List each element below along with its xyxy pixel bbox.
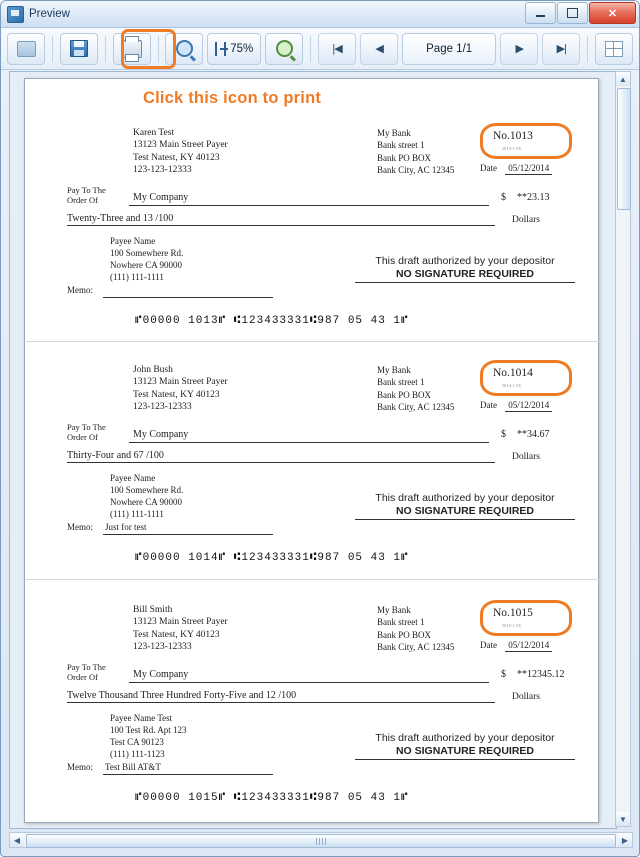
payee-name: Payee Name (110, 236, 156, 246)
pay-to-name: My Company (133, 669, 189, 680)
auth-line-2: NO SIGNATURE REQUIRED (395, 505, 535, 517)
next-page-icon: ▶ (515, 43, 523, 55)
toolbar-separator (158, 36, 159, 62)
amount-words: Thirty-Four and 67 /100 (67, 450, 164, 461)
horizontal-scrollbar[interactable] (9, 832, 633, 848)
payer-address (133, 127, 228, 176)
date-label: Date (480, 400, 497, 410)
signature-rule (355, 282, 575, 283)
memo-rule (103, 534, 273, 535)
payer-address (133, 604, 228, 653)
payer-address (133, 364, 228, 413)
open-button[interactable] (7, 33, 45, 65)
pay-to-label-2: Order Of (67, 195, 98, 205)
payee-address (110, 472, 183, 520)
amount-words: Twelve Thousand Three Hundred Forty-Five and 12 /100 (67, 690, 297, 701)
memo-value: Just for test (105, 522, 147, 532)
auth-line-1: This draft authorized by your depositor (375, 492, 555, 504)
pay-to-label (67, 185, 127, 205)
first-page-icon: |◀ (332, 43, 342, 55)
pay-to-name: My Company (133, 429, 189, 440)
pay-to-rule (129, 682, 489, 683)
payer-city: Test Natest, KY 40123 (133, 389, 220, 400)
signature-rule (355, 519, 575, 520)
toolbar-separator (105, 36, 106, 62)
first-page-button[interactable] (318, 33, 356, 65)
date-line (480, 163, 552, 173)
toolbar-separator (587, 36, 588, 62)
payee-name: Payee Name (110, 473, 156, 483)
page-layout-button[interactable] (595, 33, 633, 65)
close-button[interactable]: ✕ (589, 2, 636, 24)
check-number-highlight (480, 600, 572, 636)
amount-value: **12345.12 (517, 669, 565, 680)
window-title: Preview (29, 8, 70, 20)
check-number-highlight (480, 123, 572, 159)
preview-viewport[interactable] (9, 71, 617, 829)
save-disk-icon (70, 40, 88, 57)
pay-to-line (67, 185, 567, 207)
date-value: 05/12/2014 (505, 640, 552, 652)
horizontal-scroll-thumb[interactable] (26, 834, 616, 848)
payer-street: 13123 Main Street Payer (133, 377, 228, 388)
memo-label: Memo: (67, 762, 93, 772)
bank-name: My Bank (377, 365, 411, 375)
bank-city: Bank City, AC 12345 (377, 641, 455, 652)
zoom-in-icon (276, 40, 293, 57)
payer-name: Bill Smith (133, 605, 173, 615)
bank-address (377, 364, 454, 413)
last-page-button[interactable] (542, 33, 580, 65)
save-button[interactable] (60, 33, 98, 65)
memo-rule (103, 774, 273, 775)
date-value: 05/12/2014 (505, 400, 552, 412)
date-value: 05/12/2014 (505, 163, 552, 175)
fit-width-icon (215, 42, 226, 56)
signature-rule (355, 759, 575, 760)
grid-layout-icon (605, 41, 623, 57)
payee-phone: (111) 111-1111 (110, 272, 164, 282)
preview-page (24, 78, 599, 823)
pay-to-label-1: Pay To The (67, 422, 106, 432)
pay-to-label-2: Order Of (67, 432, 98, 442)
next-page-button[interactable] (500, 33, 538, 65)
check-divider (26, 579, 599, 580)
payer-phone: 123-123-12333 (133, 641, 192, 652)
check-number-label: No.1015 (493, 607, 533, 619)
bank-street: Bank street 1 (377, 377, 425, 388)
zoom-level-display[interactable] (207, 33, 261, 65)
micr-line: ⑈00000 1013⑈ ⑆123433331⑆987 05 43 1⑈ (135, 315, 409, 327)
amount-words: Twenty-Three and 13 /100 (67, 213, 174, 224)
printer-icon (121, 40, 142, 58)
zoom-level-label: 75% (230, 42, 254, 55)
prev-page-icon: ◀ (375, 43, 383, 55)
dollars-label: Dollars (512, 452, 540, 462)
authorization-block (355, 732, 575, 760)
payee-city: Nowhere CA 90000 (110, 260, 182, 270)
payee-city: Test CA 90123 (110, 737, 164, 747)
date-label: Date (480, 640, 497, 650)
bank-city: Bank City, AC 12345 (377, 164, 455, 175)
bank-name: My Bank (377, 128, 411, 138)
dollar-sign: $ (501, 669, 506, 680)
preview-window-icon (7, 6, 24, 23)
payee-name: Payee Name Test (110, 713, 173, 723)
zoom-in-button[interactable] (265, 33, 303, 65)
check-number-label: No.1013 (493, 130, 533, 142)
payer-phone: 123-123-12333 (133, 401, 192, 412)
bank-pobox: Bank PO BOX (377, 152, 432, 163)
minimize-icon (536, 15, 545, 17)
memo-label: Memo: (67, 285, 93, 295)
page-indicator[interactable]: Page 1/1 (402, 33, 496, 65)
pay-to-label-1: Pay To The (67, 185, 106, 195)
folder-open-icon (17, 41, 36, 57)
print-button[interactable] (113, 33, 151, 65)
dollar-sign: $ (501, 429, 506, 440)
scroll-thumb-grip (316, 838, 326, 845)
check-number-microtext: 1015-1 05 (502, 623, 522, 628)
bank-pobox: Bank PO BOX (377, 389, 432, 400)
scroll-left-button[interactable]: ◀ (10, 833, 24, 847)
prev-page-button[interactable] (360, 33, 398, 65)
pay-to-rule (129, 442, 489, 443)
memo-rule (103, 297, 273, 298)
auth-line-1: This draft authorized by your depositor (375, 732, 555, 744)
payee-street: 100 Somewhere Rd. (110, 248, 184, 258)
check-number-microtext: 1013-1 05 (502, 146, 522, 151)
pay-to-rule (129, 205, 489, 206)
vertical-scrollbar[interactable] (615, 71, 631, 827)
amount-words-rule (67, 702, 495, 703)
auth-line-2: NO SIGNATURE REQUIRED (395, 745, 535, 757)
date-label: Date (480, 163, 497, 173)
auth-line-1: This draft authorized by your depositor (375, 255, 555, 267)
toolbar-separator (310, 36, 311, 62)
memo-value: Test Bill AT&T (105, 762, 161, 772)
payer-name: Karen Test (133, 128, 175, 138)
pay-to-line (67, 662, 567, 684)
date-line (480, 640, 552, 650)
micr-line: ⑈00000 1014⑈ ⑆123433331⑆987 05 43 1⑈ (135, 552, 409, 564)
last-page-icon: ▶| (556, 43, 566, 55)
pay-to-name: My Company (133, 192, 189, 203)
payee-city: Nowhere CA 90000 (110, 497, 182, 507)
dollars-label: Dollars (512, 215, 540, 225)
payee-street: 100 Somewhere Rd. (110, 485, 184, 495)
payer-phone: 123-123-12333 (133, 164, 192, 175)
bank-street: Bank street 1 (377, 140, 425, 151)
payee-address (110, 712, 186, 760)
scroll-right-button[interactable]: ▶ (618, 833, 632, 847)
minimize-button[interactable] (525, 2, 556, 24)
zoom-out-button[interactable] (165, 33, 203, 65)
payer-city: Test Natest, KY 40123 (133, 629, 220, 640)
date-line (480, 400, 552, 410)
check-number-label: No.1014 (493, 367, 533, 379)
window-controls (524, 2, 636, 24)
authorization-block (355, 492, 575, 520)
scroll-down-button[interactable]: ▼ (616, 812, 630, 826)
bank-street: Bank street 1 (377, 617, 425, 628)
amount-value: **34.67 (517, 429, 550, 440)
payer-street: 13123 Main Street Payer (133, 617, 228, 628)
maximize-icon (567, 8, 578, 18)
pay-to-label-1: Pay To The (67, 662, 106, 672)
amount-value: **23.13 (517, 192, 550, 203)
amount-words-rule (67, 225, 495, 226)
bank-name: My Bank (377, 605, 411, 615)
pay-to-label-2: Order Of (67, 672, 98, 682)
payer-city: Test Natest, KY 40123 (133, 152, 220, 163)
payee-street: 100 Test Rd. Apt 123 (110, 725, 187, 735)
payee-phone: (111) 111-1123 (110, 749, 165, 759)
auth-line-2: NO SIGNATURE REQUIRED (395, 268, 535, 280)
dollar-sign: $ (501, 192, 506, 203)
bank-address (377, 604, 454, 653)
payee-phone: (111) 111-1111 (110, 509, 164, 519)
title-bar (1, 1, 639, 28)
pay-to-label (67, 422, 127, 442)
check-number-highlight (480, 360, 572, 396)
scroll-up-button[interactable]: ▲ (616, 72, 630, 86)
authorization-block (355, 255, 575, 283)
toolbar (1, 28, 639, 70)
bank-address (377, 127, 454, 176)
pay-to-line (67, 422, 567, 444)
memo-label: Memo: (67, 522, 93, 532)
bank-pobox: Bank PO BOX (377, 629, 432, 640)
amount-words-rule (67, 462, 495, 463)
print-callout-text: Click this icon to print (143, 89, 322, 107)
check-divider (26, 341, 599, 342)
payer-street: 13123 Main Street Payer (133, 140, 228, 151)
payer-name: John Bush (133, 365, 173, 375)
check-number-microtext: 1014-1 05 (502, 383, 522, 388)
micr-line: ⑈00000 1015⑈ ⑆123433331⑆987 05 43 1⑈ (135, 792, 409, 804)
maximize-button[interactable] (557, 2, 588, 24)
zoom-out-icon (176, 40, 193, 57)
dollars-label: Dollars (512, 692, 540, 702)
pay-to-label (67, 662, 127, 682)
payee-address (110, 235, 183, 283)
vertical-scroll-thumb[interactable] (617, 88, 631, 210)
toolbar-separator (52, 36, 53, 62)
bank-city: Bank City, AC 12345 (377, 401, 455, 412)
